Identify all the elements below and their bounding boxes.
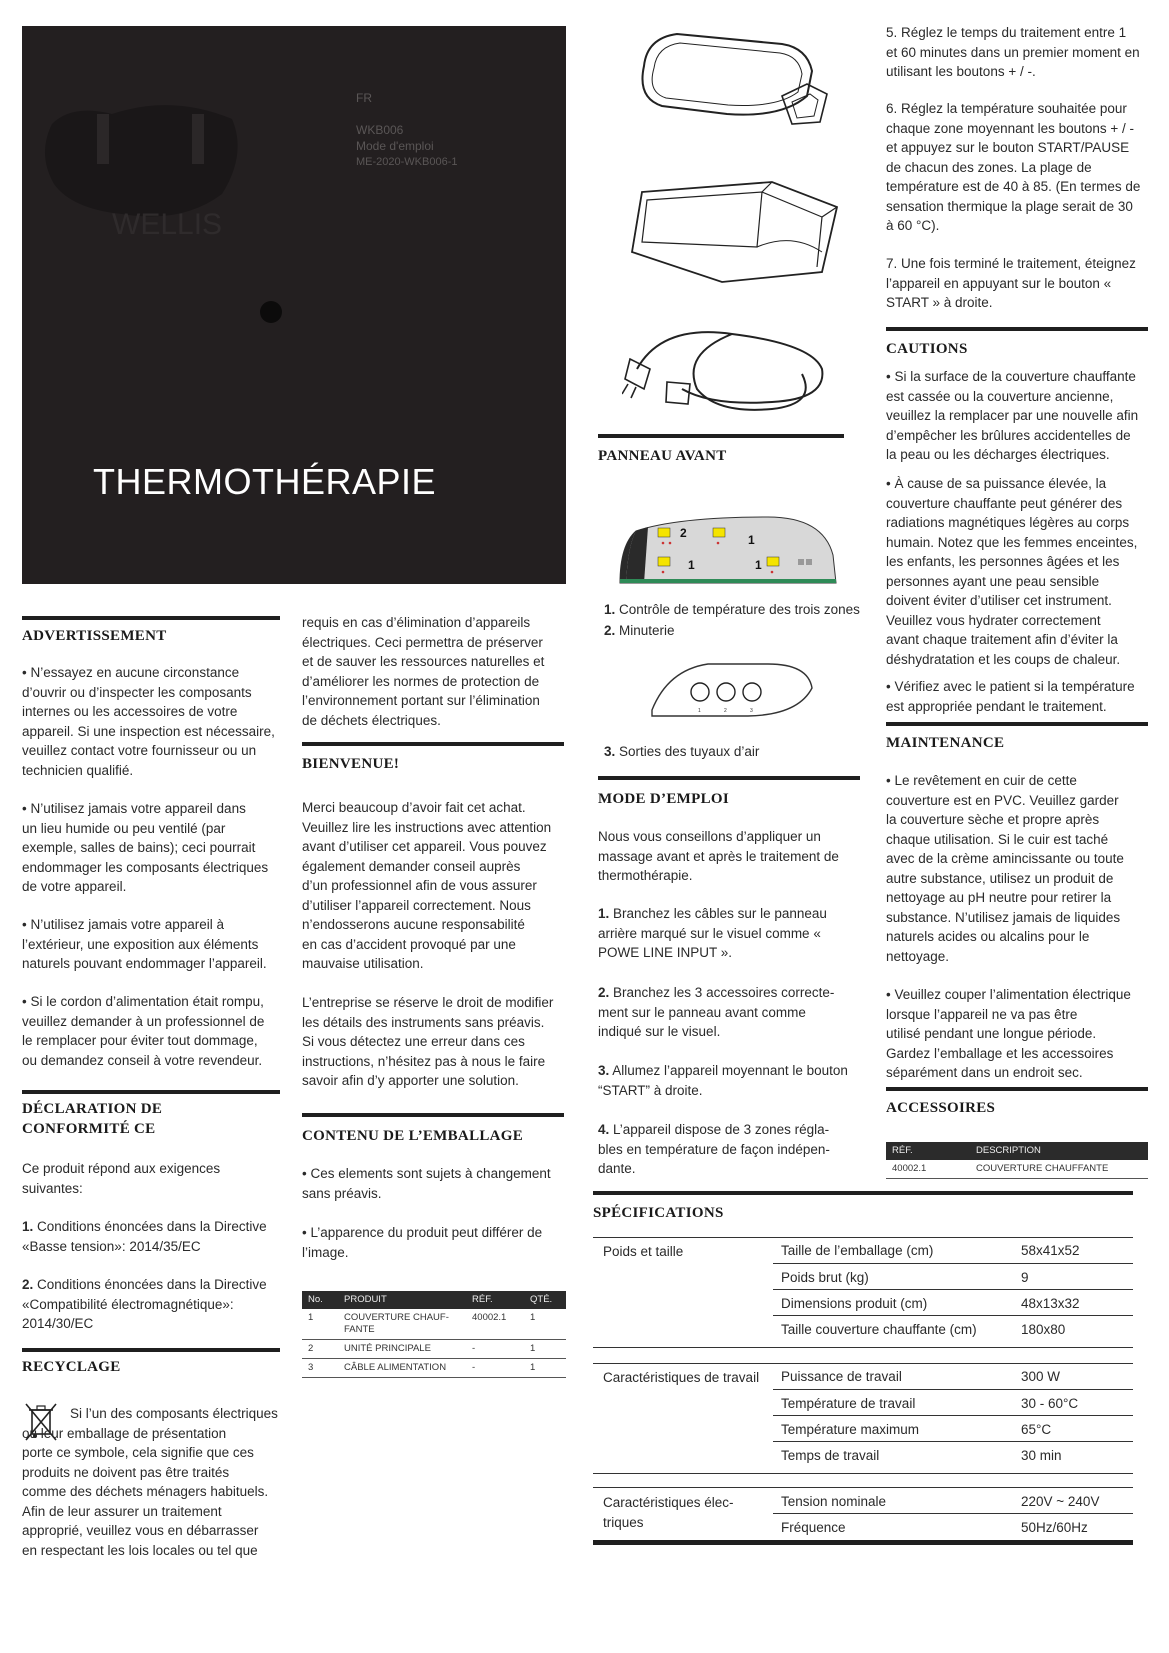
rule xyxy=(22,1348,280,1352)
decl-text-2: Conditions énoncées dans la Directive «Compatibilité électromagnétique»: 2014/30/EC xyxy=(22,1277,267,1331)
divider xyxy=(593,1347,1133,1348)
decl-num-2: 2. xyxy=(22,1277,34,1292)
cell: CÂBLE ALIMENTATION xyxy=(338,1359,466,1378)
col-header: RÉF. xyxy=(886,1142,970,1160)
spec-label: Fréquence xyxy=(781,1520,846,1535)
spec-label: Taille couverture chauffante (cm) xyxy=(781,1322,977,1337)
cell: COUVERTURE CHAUFFANTE xyxy=(970,1160,1148,1179)
spec-row xyxy=(773,1290,1133,1316)
panel-item-1 xyxy=(604,600,874,620)
decl-text-1: Conditions énoncées dans la Directive «Basse tension»: 2014/35/EC xyxy=(22,1219,267,1254)
step-5: 5. Réglez le temps du traitement entre 1 et 60 minutes dans un premier moment en utilisant les boutons + / -. xyxy=(886,25,1140,79)
spec-value: 300 W xyxy=(1021,1369,1061,1384)
table-row xyxy=(302,1309,566,1340)
maintenance-p1: • Le revêtement en cuir de cette couverture est en PVC. Veuillez garder la couverture sèche et propre après chaque utilisation. Si le cuir est taché avec de la crème amincissante ou toute autre substance, utilisez un produit de nettoyage au pH neutre pour retirer la substance. N’utilisez jamais de liquides naturels acides ou alcalins pour le nettoyage. xyxy=(886,773,1124,964)
panel-digit: 1 xyxy=(688,558,695,572)
heading-panneau: PANNEAU AVANT xyxy=(598,448,727,464)
spec-value: 30 min xyxy=(1021,1448,1062,1463)
spec-value: 48x13x32 xyxy=(1021,1296,1080,1311)
caution-2: • À cause de sa puissance élevée, la couverture chauffante peut générer des radiations magnétiques légères au corps humain. Notez que les femmes enceintes, les enfants, les personnes âgées et les personnes ayant une peau sensible doivent éviter d’utiliser cet instrument. Veuillez vous hydrater correctement avant chaque traitement afin d’éviter la déshydratation et les coups de chaleur. xyxy=(886,476,1138,667)
decl-num-1: 1. xyxy=(22,1219,34,1234)
spec-group-name: Caractéristiques élec- triques xyxy=(603,1495,734,1530)
panel-digit: 1 xyxy=(755,558,762,572)
heading-declaration: DÉCLARATION DE CONFORMITÉ CE xyxy=(22,1101,163,1137)
spec-row xyxy=(773,1316,1133,1341)
adv-p2: • N’utilisez jamais votre appareil dans un lieu humide ou peu ventilé (par exemple, salles de bains); ceci pourrait endommager les composants électriques de votre appareil. xyxy=(22,801,269,894)
bienvenue-p2: L’entreprise se réserve le droit de modifier les détails des instruments sans préavis. Si vous détectez une erreur dans ces instructions, n’hésitez pas à nous le faire savoir afin d’y apporter une solution. xyxy=(302,995,554,1088)
bienvenue-p1: Merci beaucoup d’avoir fait cet achat. Veuillez lire les instructions avec attention avant d’utiliser cet appareil. Vous pouvez également demander conseil auprès d’un professionnel afin de vous assurer d’utiliser l’appareil correctement. Nous n’endosserons aucune responsabilité en cas d’accident provoqué par une mauvaise utilisation. xyxy=(302,800,552,971)
item-text-2: Minuterie xyxy=(615,623,675,638)
spec-label: Puissance de travail xyxy=(781,1369,902,1384)
cover-panel xyxy=(22,26,566,584)
spec-group-name: Caractéristiques de travail xyxy=(603,1370,760,1385)
spec-row xyxy=(773,1237,1133,1264)
heading-bienvenue: BIENVENUE! xyxy=(302,756,400,772)
cover-model: WKB006 xyxy=(356,123,404,137)
rule xyxy=(22,616,280,620)
cover-dot xyxy=(260,301,282,323)
heating-blanket-illustration xyxy=(632,26,847,126)
rule xyxy=(593,1540,1133,1545)
spec-group-name: Poids et taille xyxy=(603,1244,684,1259)
cell: UNITÉ PRINCIPALE xyxy=(338,1340,466,1359)
spec-label: Temps de travail xyxy=(781,1448,880,1463)
spec-row xyxy=(773,1264,1133,1290)
item-text-1: Contrôle de température des trois zones xyxy=(615,602,860,617)
step-text-1: Branchez les câbles sur le panneau arrière marqué sur le visuel comme « POWE LINE INPUT ». xyxy=(598,906,827,960)
cover-doc-ref: ME-2020-WKB006-1 xyxy=(356,156,458,168)
adv-p1: • N’essayez en aucune circonstance d’ouvrir ou d’inspecter les composants internes ou les accessoires de votre appareil. Si une inspection est nécessaire, veuillez contact votre fournisseur ou un technicien qualifié. xyxy=(22,665,275,778)
col2-continued: requis en cas d’élimination d’appareils électriques. Ceci permettra de préserver et de sauver les ressources naturelles et d’améliorer les normes de protection de l’environnement portant sur l’élimination de déchets électriques. xyxy=(302,615,545,728)
spec-row xyxy=(773,1487,1133,1514)
contenu-p1: • Ces elements sont sujets à changement sans préavis. xyxy=(302,1166,551,1201)
step-6: 6. Réglez la température souhaitée pour chaque zone moyennant les boutons + / - et appuyez sur le bouton START/PAUSE de chacun des zones. La plage de température est de 40 à 85. (En termes de sensation thermique la plage serait de 30 à 60 °C). xyxy=(886,101,1141,233)
accessoires-table xyxy=(886,1142,1148,1179)
maintenance-p2: • Veuillez couper l’alimentation électrique lorsque l’appareil ne va pas être utilisé pendant une longue période. Gardez l’emballage et les accessoires séparément dans un endroit sec. xyxy=(886,987,1131,1080)
rule xyxy=(886,327,1148,331)
svg-text:WELLIS: WELLIS xyxy=(112,208,223,241)
brand-logo xyxy=(32,84,252,254)
cell: COUVERTURE CHAUF- FANTE xyxy=(338,1309,466,1340)
spec-label: Taille de l’emballage (cm) xyxy=(781,1243,934,1258)
front-panel-illustration xyxy=(618,515,840,585)
heading-recyclage: RECYCLAGE xyxy=(22,1359,121,1375)
cell: - xyxy=(466,1340,524,1359)
cover-lang: FR xyxy=(356,91,372,105)
caution-1: • Si la surface de la couverture chauffante est cassée ou la couverture ancienne, veuillez la remplacer par une nouvelle afin d’empêcher les brûlures accidentelles de la peau ou les décharges électriques. xyxy=(886,369,1139,462)
step-num-3: 3. xyxy=(598,1063,610,1078)
heading-contenu: CONTENU DE L’EMBALLAGE xyxy=(302,1128,524,1144)
decl-intro: Ce produit répond aux exigences suivantes: xyxy=(22,1161,221,1196)
cell: 2 xyxy=(302,1340,338,1359)
rule xyxy=(886,1087,1148,1091)
item-num-2: 2. xyxy=(604,623,616,638)
spec-label: Température maximum xyxy=(781,1422,920,1437)
col-header: RÉF. xyxy=(466,1291,524,1309)
heading-cautions: CAUTIONS xyxy=(886,341,968,357)
spec-group-rows xyxy=(773,1487,1133,1539)
mode-intro: Nous vous conseillons d’appliquer un massage avant et après le traitement de thermothérapie. xyxy=(598,829,839,883)
outlet-label: 1 xyxy=(698,708,701,714)
step-num-4: 4. xyxy=(598,1122,610,1137)
decl-item-1 xyxy=(22,1217,284,1256)
spec-value: 180x80 xyxy=(1021,1322,1066,1337)
rule xyxy=(593,1191,1133,1195)
spec-value: 50Hz/60Hz xyxy=(1021,1520,1088,1535)
step-3 xyxy=(598,1061,868,1100)
item-num-3: 3. xyxy=(604,744,616,759)
item-num-1: 1. xyxy=(604,602,616,617)
col-header: QTÉ. xyxy=(524,1291,566,1309)
decl-item-2 xyxy=(22,1275,284,1334)
cell: 1 xyxy=(302,1309,338,1340)
adv-p4: • Si le cordon d’alimentation était rompu, veuillez demander à un professionnel de le remplacer pour éviter tout dommage, ou demandez conseil à votre revendeur. xyxy=(22,994,265,1068)
caution-3: • Vérifiez avec le patient si la température est appropriée pendant le traitement. xyxy=(886,679,1135,714)
spec-label: Poids brut (kg) xyxy=(781,1270,869,1285)
spec-row xyxy=(773,1442,1133,1467)
outlet-label: 3 xyxy=(750,708,753,714)
divider xyxy=(593,1473,1133,1474)
step-num-1: 1. xyxy=(598,906,610,921)
heading-specifications: SPÉCIFICATIONS xyxy=(593,1205,724,1221)
adv-p3: • N’utilisez jamais votre appareil à l’extérieur, une exposition aux éléments naturels pouvant endommager l’appareil. xyxy=(22,917,267,971)
heading-maintenance: MAINTENANCE xyxy=(886,735,1005,751)
cell: - xyxy=(466,1359,524,1378)
rule xyxy=(598,776,860,780)
panel-item-2 xyxy=(604,621,874,641)
spec-value: 58x41x52 xyxy=(1021,1243,1080,1258)
air-outlets-illustration xyxy=(648,660,816,720)
heading-accessoires: ACCESSOIRES xyxy=(886,1100,996,1116)
spec-row xyxy=(773,1390,1133,1416)
cover-manual: Mode d'emploi xyxy=(356,139,434,153)
contenu-table xyxy=(302,1291,566,1378)
panel-digit: 2 xyxy=(680,526,687,540)
recyclage-text: Si l’un des composants électriques ou leur emballage de présentation porte ce symbole, cela signifie que ces produits ne doivent pas être traités comme des déchets ménagers habituels. Afin de leur assurer un traitement approprié, veuillez vous en débarrasser en respectant les lois locales ou tel que xyxy=(22,1406,278,1558)
panel-digit: 1 xyxy=(748,533,755,547)
spec-label: Dimensions produit (cm) xyxy=(781,1296,928,1311)
spec-label: Température de travail xyxy=(781,1396,916,1411)
spec-group-rows xyxy=(773,1363,1133,1467)
step-2 xyxy=(598,983,868,1042)
cell: 3 xyxy=(302,1359,338,1378)
table-row xyxy=(886,1160,1148,1179)
rule xyxy=(302,742,564,746)
outlet-label: 2 xyxy=(724,708,727,714)
step-num-2: 2. xyxy=(598,985,610,1000)
cell: 40002.1 xyxy=(466,1309,524,1340)
cell: 1 xyxy=(524,1359,566,1378)
cell: 1 xyxy=(524,1340,566,1359)
table-row xyxy=(302,1340,566,1359)
rule xyxy=(22,1090,280,1094)
cell: 1 xyxy=(524,1309,566,1340)
rule xyxy=(886,722,1148,726)
cover-title: THERMOTHÉRAPIE xyxy=(93,461,437,502)
col-header: DESCRIPTION xyxy=(970,1142,1148,1160)
step-1 xyxy=(598,904,868,963)
heading-mode: MODE D’EMPLOI xyxy=(598,791,729,807)
heading-advertissement: ADVERTISSEMENT xyxy=(22,628,167,644)
panel-item-3 xyxy=(604,742,874,762)
spec-value: 220V ~ 240V xyxy=(1021,1494,1100,1509)
step-text-3: Allumez l’appareil moyennant le bouton “START” à droite. xyxy=(598,1063,848,1098)
step-text-2: Branchez les 3 accessoires correcte- ment sur le panneau avant comme indiqué sur le visuel. xyxy=(598,985,835,1039)
main-unit-illustration xyxy=(622,172,852,287)
step-4 xyxy=(598,1120,868,1179)
spec-row xyxy=(773,1416,1133,1442)
spec-value: 9 xyxy=(1021,1270,1029,1285)
cell: 40002.1 xyxy=(886,1160,970,1179)
power-cable-illustration xyxy=(622,314,837,419)
contenu-p2: • L’apparence du produit peut différer de l’image. xyxy=(302,1225,543,1260)
spec-group-rows xyxy=(773,1237,1133,1341)
item-text-3: Sorties des tuyaux d’air xyxy=(615,744,760,759)
col-header: PRODUIT xyxy=(338,1291,466,1309)
spec-row xyxy=(773,1363,1133,1390)
col-header: No. xyxy=(302,1291,338,1309)
rule xyxy=(302,1113,564,1117)
spec-row xyxy=(773,1514,1133,1539)
table-row xyxy=(302,1359,566,1378)
spec-label: Tension nominale xyxy=(781,1494,887,1509)
spec-value: 65°C xyxy=(1021,1422,1052,1437)
step-text-4: L’appareil dispose de 3 zones régla- bles en température de façon indépen- dante. xyxy=(598,1122,830,1176)
spec-value: 30 - 60°C xyxy=(1021,1396,1079,1411)
rule xyxy=(598,434,844,438)
step-7: 7. Une fois terminé le traitement, éteignez l’appareil en appuyant sur le bouton « START » à droite. xyxy=(886,256,1136,310)
